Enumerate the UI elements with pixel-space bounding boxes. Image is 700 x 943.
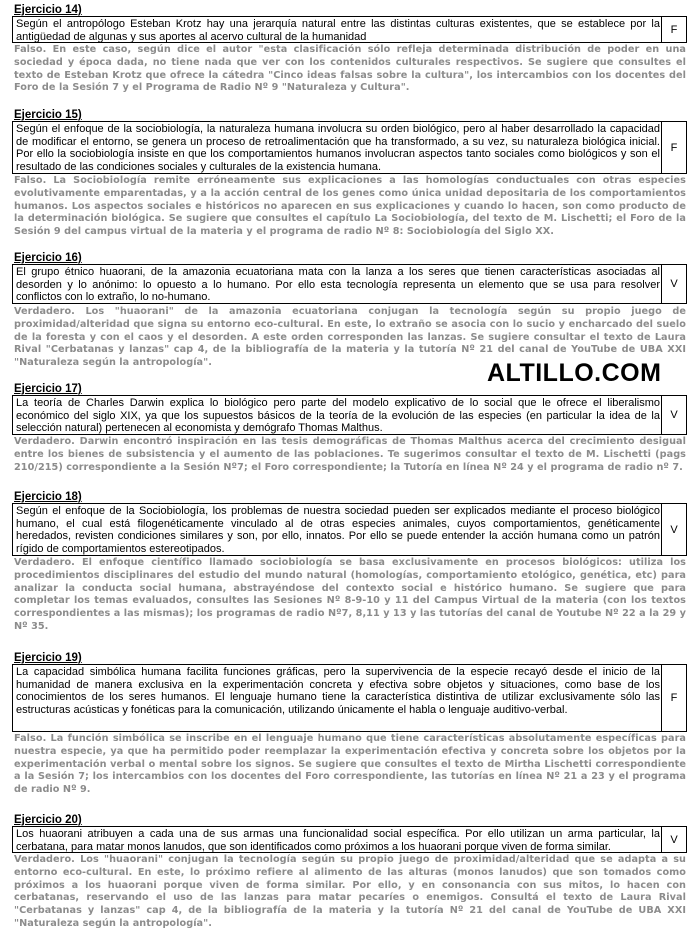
exercise-20-statement-box <box>12 826 687 853</box>
exercise-14-statement: Según el antropólogo Esteban Krotz hay una jerarquía natural entre las distintas culturas existentes, que se establece por la antigüedad de algunas y sus aportes al acervo cultural de la humanidad <box>16 18 660 43</box>
exercise-19-explanation: Falso. La función simbólica se inscribe en el lenguaje humano que tiene características absolutamente específicas para nuestra especie, ya que ha permitido poder reemplazar la experimentación efectiva y concreta sobre los objetos por la experimentación verbal o mental sobre los signos. Se sugiere que consultes el texto de Mirtha Lischetti correspondiente a la Sesión 7; los intercambios con los docentes del Foro correspondiente, las tutorías en línea Nº 21 a 23 y el programa de radio Nº 9. <box>14 733 686 796</box>
exercise-18-answer: V <box>661 504 686 555</box>
exercise-14-explanation: Falso. En este caso, según dice el autor "esta clasificación sólo refleja determinada distribución de poder en una sociedad y época dada, no tiene nada que ver con los contenidos culturales respectivos. Se sugiere que consultes el texto de Esteban Krotz que ofrece la cátedra "Cinco ideas falsas sobre la cultura", los intercambios con los docentes del Foro de la Sesión 7 y el Programa de Radio Nº 9 "Naturaleza y Cultura". <box>14 44 686 94</box>
exercise-17-explanation: Verdadero. Darwin encontró inspiración en las tesis demográficas de Thomas Malthus acerca del crecimiento desigual entre los bienes de subsistencia y el aumento de las poblaciones. Te sugerimos consultar el texto de M. Lischetti (pags 210/215) correspondiente a la Sesión Nº7; el Foro correspondiente; la Tutoría en línea Nº 24 y el programa de radio nº 7. <box>14 436 686 473</box>
exercise-17-answer: V <box>661 396 686 434</box>
exercise-20-statement: Los huaorani atribuyen a cada una de sus armas una funcionalidad social específica. Por ello utilizan un arma particular, la cerbatana, para matar monos lanudos, que son identificados como próximos a los huaorani porque viven de forma similar. <box>16 828 660 853</box>
exercise-14-title: Ejercicio 14) <box>14 4 82 16</box>
exercise-16-statement: El grupo étnico huaorani, de la amazonia ecuatoriana mata con la lanza a los seres que tienen características asociadas al desorden y lo anónimo: lo opuesto a lo humano. Por ello esta tecnología representa un elemento que se usa para resolver conflictos con lo extraño, lo no-humano. <box>16 266 660 304</box>
exercise-14-statement-box <box>12 16 687 43</box>
exercise-18-title: Ejercicio 18) <box>14 491 82 503</box>
exercise-14-answer: F <box>661 17 686 42</box>
exercise-15-statement: Según el enfoque de la sociobiología, la naturaleza humana involucra su orden biológico, pero al haber desarrollado la capacidad de modificar el entorno, se genera un proceso de retroalimentación que ha transformado, a su vez, su naturaleza biológica inicial. Por ello la sociobiología insiste en que los comportamientos humanos involucran aspectos tanto sociales como biológicos y son el resultado de las condiciones sociales y culturales de la existencia humana. <box>16 123 660 173</box>
exercise-15-title: Ejercicio 15) <box>14 109 82 121</box>
exercise-19-statement: La capacidad simbólica humana facilita funciones gráficas, pero la supervivencia de la especie recayó desde el inicio de la humanidad de manera exclusiva en la experimentación concreta y efectiva sobre objetos y situaciones, como base de los conocimientos de los seres humanos. El lenguaje humano tiene la característica distintiva de utilizar exclusivamente sólo las estructuras acústicas y fonéticas para la comunicación, utilizando únicamente el habla o lenguaje auditivo-verbal. <box>16 666 660 716</box>
exercise-17-statement-box <box>12 395 687 435</box>
exercise-19-title: Ejercicio 19) <box>14 652 82 664</box>
exercise-15-explanation: Falso. La Sociobiología remite erróneamente sus explicaciones a las homologías conductuales con otras especies evolutivamente emparentadas, y a la acción central de los genes como única unidad depositaria de los comportamientos humanos. Los aspectos sociales e históricos no aparecen en sus explicaciones y cuando lo hacen, son como producto de la determinación biológica. Se sugiere que consultes el capítulo La Sociobiología, del texto de M. Lischetti; el Foro de la Sesión 9 del campus virtual de la materia y el programa de radio Nº 8: Sociobiología del Siglo XX. <box>14 175 686 238</box>
exercise-20-title: Ejercicio 20) <box>14 814 82 826</box>
watermark-logo: ALTILLO.COM <box>487 359 662 387</box>
exercise-18-statement: Según el enfoque de la Sociobiología, los problemas de nuestra sociedad pueden ser explicados mediante el proceso biológico humano, el cual está filogenéticamente vinculado al de otras especies animales, cuyos comportamientos, genéticamente heredados, revisten condiciones similares y son, por ello, innatos. Por ello se puede entender la acción humana como un patrón rígido de comportamientos estereotipados. <box>16 505 660 555</box>
exercise-18-statement-box <box>12 503 687 556</box>
exercise-16-answer: V <box>661 265 686 303</box>
exercise-16-statement-box <box>12 264 687 304</box>
exercise-18-explanation: Verdadero. El enfoque científico llamado sociobiología se basa exclusivamente en procesos biológicos: utiliza los procedimientos disciplinares del estudio del mundo natural (homologías, comportamiento etológico, genética, etc) para analizar la conducta social humana, abstrayéndose del contexto social e histórico humano. Se sugiere que para completar los temas evaluados, consultes las Sesiones Nº 8-9-10 y 11 del Campus Virtual de la materia (con los textos correspondientes a las mismas); los programas de radio Nº7, 8,11 y 13 y las tutorías del canal de Youtube Nº 22 a la 29 y Nº 35. <box>14 557 686 632</box>
exercise-15-statement-box <box>12 121 687 174</box>
exercise-20-explanation: Verdadero. Los "huaorani" conjugan la tecnología según su propio juego de proximidad/alteridad que se adapta a su entorno eco-cultural. En este, lo próximo refiere al alimento de las alturas (monos lanudos) que son tomados como próximos a los huaorani porque viven de forma similar. Por ello, y en consonancia con sus mitos, lo hacen con cerbatanas, reservando el uso de las lanzas para matar pecaríes o enemigos. Consultá el texto de Laura Rival "Cerbatanas y lanzas" cap 4, de la bibliografía de la materia y la tutoría Nº 21 del canal de YouTube de UBA XXI "Naturaleza según la antropología". <box>14 854 686 929</box>
exercise-16-title: Ejercicio 16) <box>14 252 82 264</box>
exercise-19-statement-box <box>12 664 687 732</box>
exercise-17-statement: La teoría de Charles Darwin explica lo biológico pero parte del modelo explicativo de lo social que le ofrece el liberalismo económico del siglo XIX, ya que los supuestos básicos de la teoría de la evolución de las especies (en particular la idea de la selección natural) pertenecen al economista y demógrafo Thomas Malthus. <box>16 397 660 435</box>
exercise-16-explanation: Verdadero. Los "huaorani" de la amazonia ecuatoriana conjugan la tecnología según su propio juego de proximidad/alteridad que signa su entorno eco-cultural. En este, lo extraño se asocia con lo sucio y encharcado del suelo de la foresta y con el caos y el desorden. A este orden corresponden las lanzas. Se sugiere consultar el texto de Laura Rival "Cerbatanas y lanzas" cap 4, de la bibliografía de la materia y la tutoría Nº 21 del canal de YouTube de UBA XXI "Naturaleza según la antropología". <box>14 306 686 369</box>
exercise-20-answer: V <box>661 827 686 852</box>
exercise-15-answer: F <box>661 122 686 173</box>
exercise-19-answer: F <box>661 665 686 731</box>
exercise-17-title: Ejercicio 17) <box>14 383 82 395</box>
